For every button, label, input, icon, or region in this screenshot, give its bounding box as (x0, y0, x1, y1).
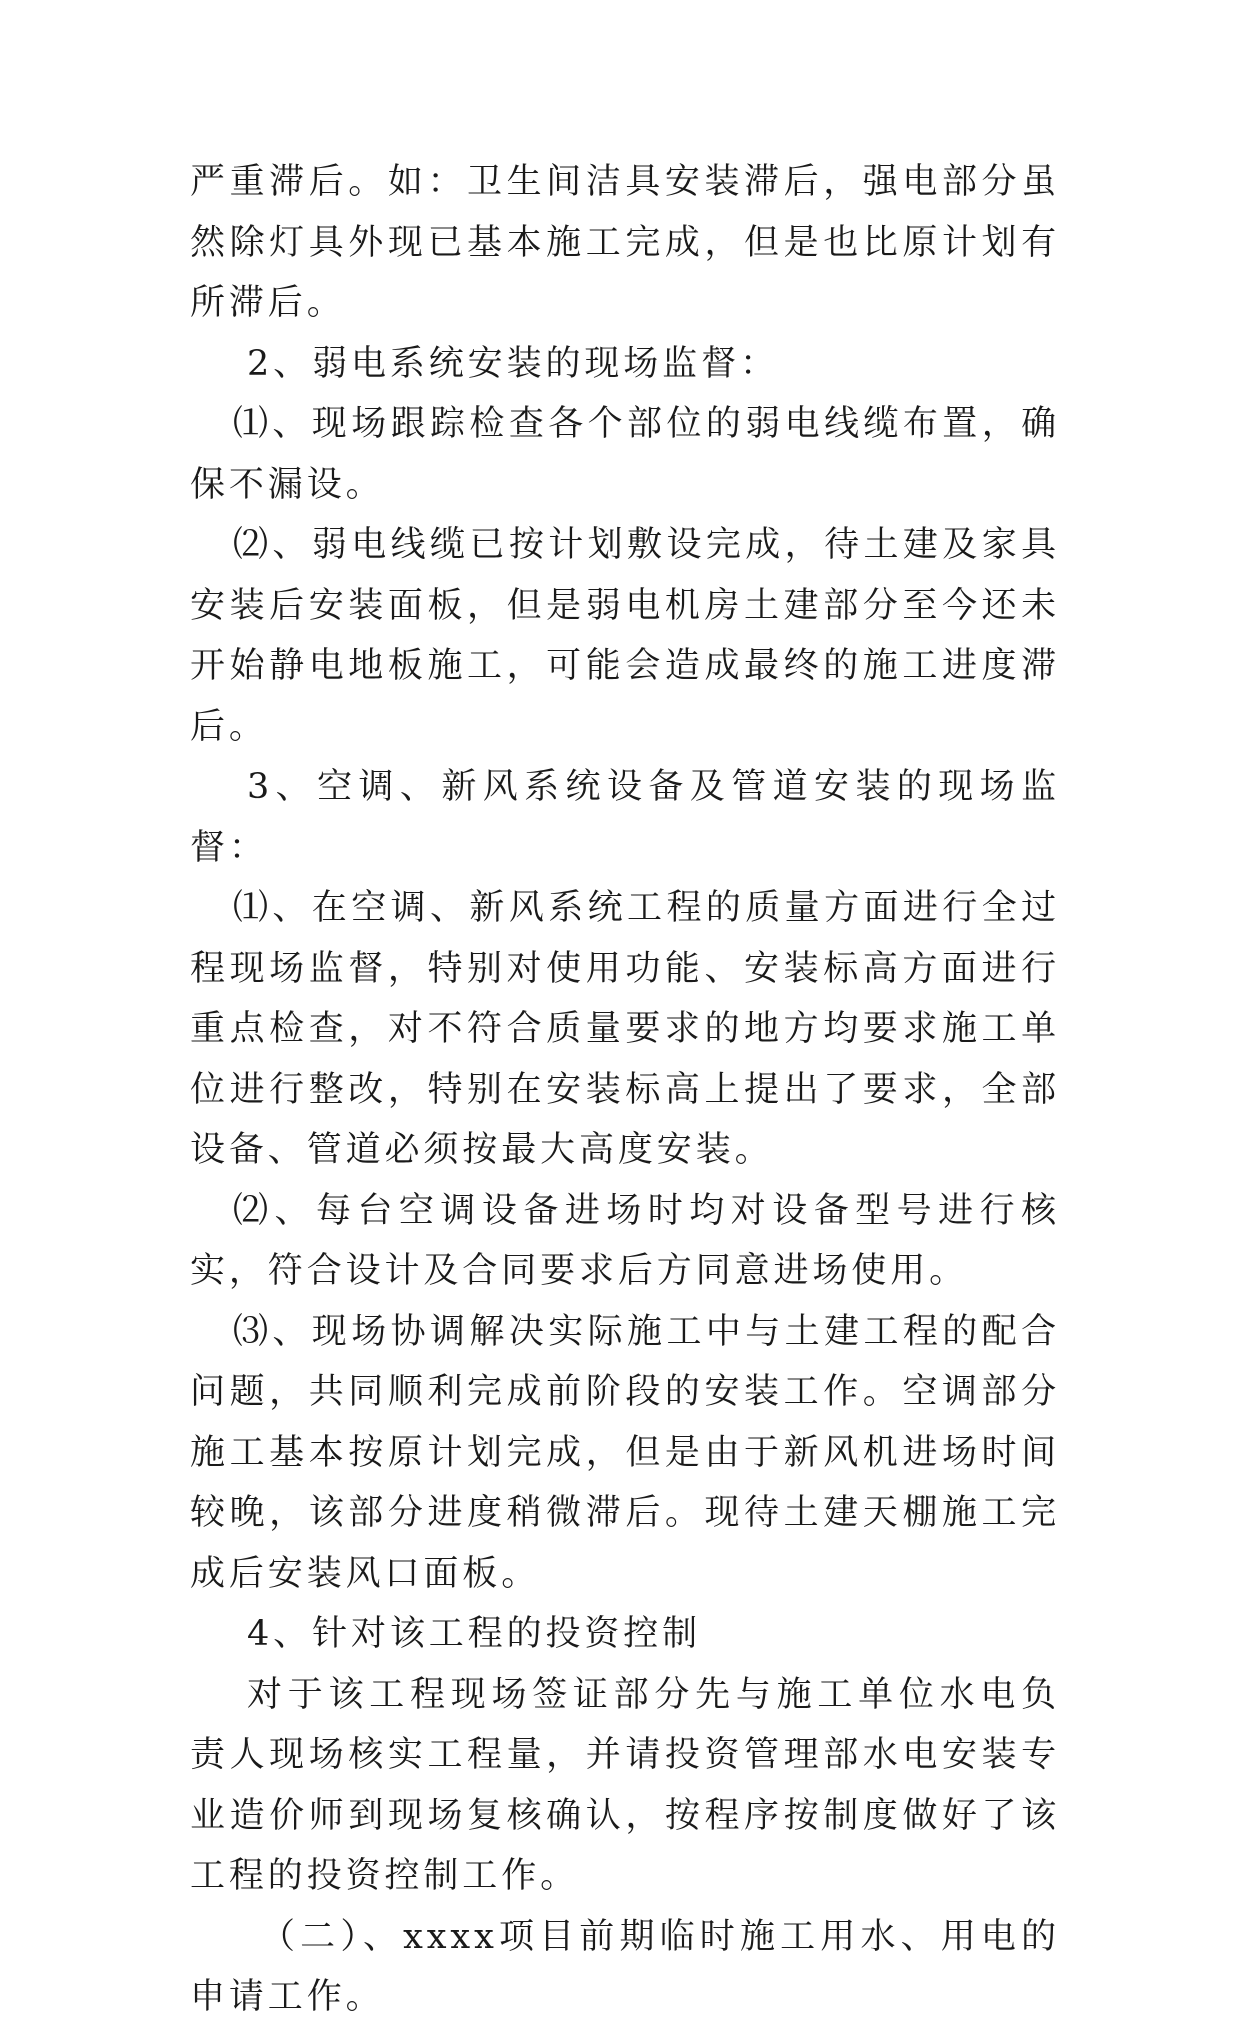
heading-weak-current: 2、弱电系统安装的现场监督： (247, 343, 779, 384)
paragraph-hvac-1: ⑴、在空调、新风系统工程的质量方面进行全过程现场监督，特别对使用功能、安装标高方面进行重点检查，对不符合质量要求的地方均要求施工单位进行整改，特别在安装标高上提出了要求，全部设备、管道必须按最大高度安装。 (190, 888, 1060, 1170)
document-body (190, 152, 1060, 2028)
paragraph-weak-current-2: ⑵、弱电线缆已按计划敷设完成，待土建及家具安装后安装面板，但是弱电机房土建部分至今还未开始静电地板施工，可能会造成最终的施工进度滞后。 (190, 525, 1060, 747)
heading-investment: 4、针对该工程的投资控制 (247, 1614, 702, 1654)
heading-section-two: （二）、xxxx项目前期临时施工用水、用电的申请工作。 (190, 1916, 1060, 2017)
heading-hvac: 3、空调、新风系统设备及管道安装的现场监督： (190, 767, 1060, 868)
paragraph-hvac-3: ⑶、现场协调解决实际施工中与土建工程的配合问题，共同顺利完成前阶段的安装工作。空调部分施工基本按原计划完成，但是由于新风机进场时间较晚，该部分进度稍微滞后。现待土建天棚施工完成后安装风口面板。 (190, 1311, 1060, 1594)
paragraph-weak-current-1: ⑴、现场跟踪检查各个部位的弱电线缆布置，确保不漏设。 (190, 404, 1060, 505)
paragraph-hvac-2: ⑵、每台空调设备进场时均对设备型号进行核实，符合设计及合同要求后方同意进场使用。 (190, 1190, 1060, 1291)
paragraph-delay-summary: 严重滞后。如：卫生间洁具安装滞后，强电部分虽然除灯具外现已基本施工完成，但是也比原计划有所滞后。 (190, 162, 1060, 323)
paragraph-investment: 对于该工程现场签证部分先与施工单位水电负责人现场核实工程量，并请投资管理部水电安装专业造价师到现场复核确认，按程序按制度做好了该工程的投资控制工作。 (190, 1674, 1060, 1896)
